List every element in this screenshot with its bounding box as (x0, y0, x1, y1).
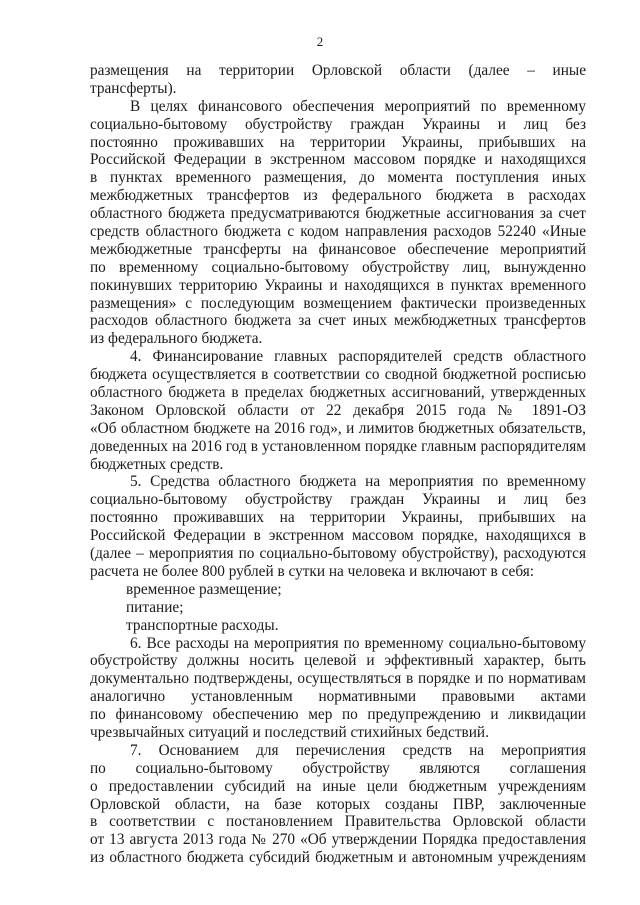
text-line: средств областного бюджета с кодом направления расходов 52240 «Иные (90, 223, 586, 241)
text-line: бюджетных средств. (90, 455, 224, 473)
text-line: доведенных на 2016 год в установленном порядке главным распорядителям (90, 437, 586, 455)
text-line: размещения» с последующим возмещением фактически произведенных (90, 294, 586, 312)
text-line: постоянно проживавших на территории Украины, прибывших на (90, 509, 586, 527)
text-line: межбюджетные трансферты на финансовое обеспечение мероприятий (90, 240, 586, 258)
text-line: социально-бытовому обустройству граждан Украины и лиц без (90, 115, 586, 133)
text-line: областного бюджета предусматриваются бюджетные ассигнования за счет (90, 205, 586, 223)
text-line: документально подтверждены, осуществляться в порядке и по нормативам (90, 670, 586, 688)
document-body (90, 62, 586, 867)
text-line: из федерального бюджета. (90, 330, 263, 348)
text-line: 5. Средства областного бюджета на мероприятия по временному (130, 473, 586, 491)
text-line: по временному социально-бытовому обустройству лиц, вынужденно (90, 258, 586, 276)
text-line: покинувших территорию Украины и находящихся в пунктах временного (90, 276, 586, 294)
text-line: расходов областного бюджета за счет иных межбюджетных трансфертов (90, 312, 586, 330)
text-line: «Об областном бюджете на 2016 год», и лимитов бюджетных обязательств, (90, 419, 586, 437)
text-line: межбюджетных трансфертов из федерального бюджета в расходах (90, 187, 586, 205)
text-line: о предоставлении субсидий на иные цели бюджетным учреждениям (90, 777, 586, 795)
text-line: обустройству должны носить целевой и эффективный характер, быть (90, 652, 586, 670)
text-line: транспортные расходы. (126, 616, 279, 634)
text-line: аналогично установленным нормативными правовыми актами (90, 688, 586, 706)
text-line: по финансовому обеспечению мер по предупреждению и ликвидации (90, 706, 586, 724)
text-line: 4. Финансирование главных распорядителей средств областного (130, 348, 586, 366)
text-line: Орловской области, на базе которых созданы ПВР, заключенные (90, 795, 586, 813)
text-line: В целях финансового обеспечения мероприятий по временному (130, 97, 586, 115)
text-line: 7. Основанием для перечисления средств на мероприятия (130, 741, 586, 759)
text-line: размещения на территории Орловской области (далее – иные (90, 62, 586, 79)
text-line: в пунктах временного размещения, до момента поступления иных (90, 169, 586, 187)
text-line: (далее – мероприятия по социально-бытовому обустройству), расходуются (90, 545, 586, 563)
text-line: трансферты). (90, 79, 177, 97)
text-line: Законом Орловской области от 22 декабря 2015 года № 1891-ОЗ (90, 401, 586, 419)
text-line: расчета не более 800 рублей в сутки на человека и включают в себя: (90, 562, 535, 580)
text-line: временное размещение; (126, 580, 282, 598)
text-line: по социально-бытовому обустройству являются соглашения (90, 759, 586, 777)
text-line: Российской Федерации в экстренном массовом порядке, находящихся в (90, 527, 586, 545)
text-line: из областного бюджета субсидий бюджетным и автономным учреждениям (90, 849, 586, 867)
text-line: от 13 августа 2013 года № 270 «Об утверждении Порядка предоставления (90, 831, 586, 849)
text-line: 6. Все расходы на мероприятия по временному социально-бытовому (130, 634, 586, 652)
text-line: постоянно проживавших на территории Украины, прибывших на (90, 133, 586, 151)
text-line: Российской Федерации в экстренном массовом порядке и находящихся (90, 151, 586, 169)
page-number: 2 (316, 34, 324, 49)
text-line: бюджета осуществляется в соответствии со сводной бюджетной росписью (90, 366, 586, 384)
text-line: областного бюджета в пределах бюджетных ассигнований, утвержденных (90, 384, 586, 402)
text-line: социально-бытовому обустройству граждан Украины и лиц без (90, 491, 586, 509)
text-line: в соответствии с постановлением Правительства Орловской области (90, 813, 586, 831)
text-line: питание; (126, 598, 184, 616)
text-line: чрезвычайных ситуаций и последствий стихийных бедствий. (90, 723, 489, 741)
